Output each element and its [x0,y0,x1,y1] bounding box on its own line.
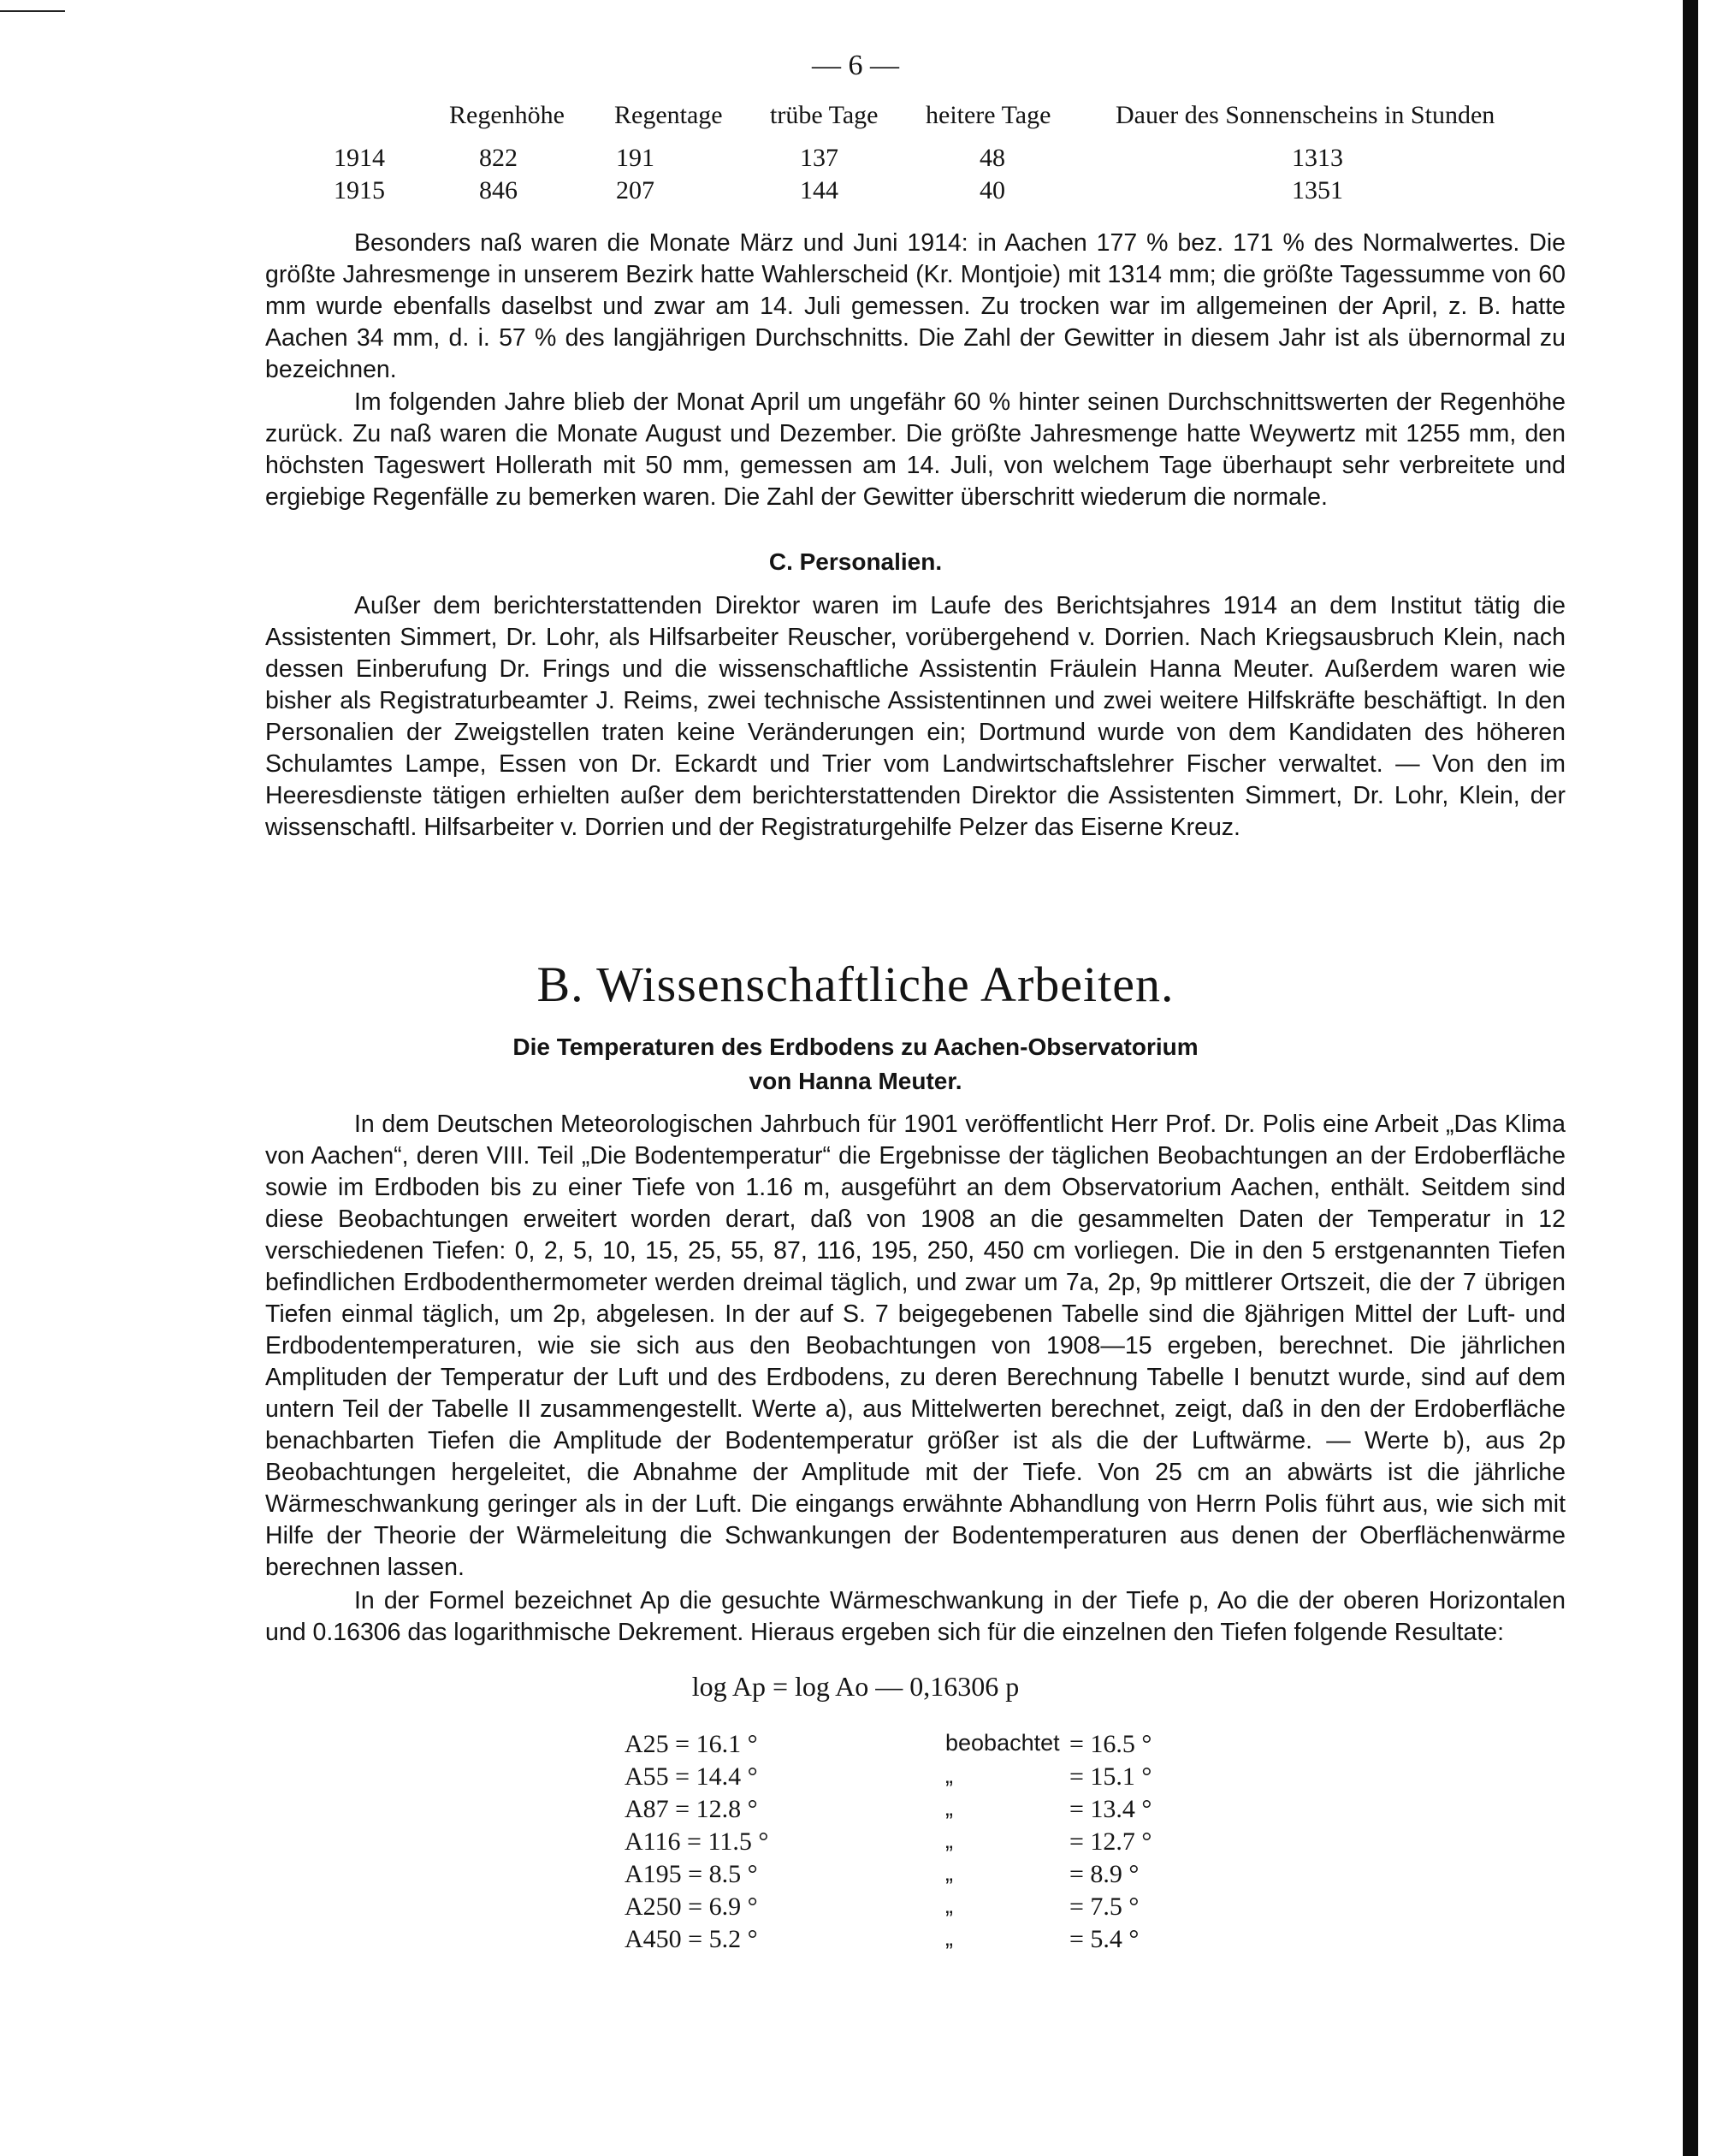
result-observed: = 7.5 ° [1069,1892,1140,1921]
paragraph-formel: In der Formel bezeichnet Ap die gesuchte Wärmeschwankung in der Tiefe p, Ao die der oberen Horizontalen und 0.16306 das logarithmische Dekrement. Hieraus ergeben sich für die einzelnen den Tiefen folgende Resultate: [265,1587,1566,1646]
result-observed-label: beobachtet [945,1730,1060,1756]
heading-section-b: B. Wissenschaftliche Arbeiten. [536,957,1175,1012]
top-left-rule [0,10,65,12]
article-author: von Hanna Meuter. [749,1068,962,1094]
page-number: — 6 — [812,50,899,81]
table-row [257,176,1574,210]
result-observed: = 16.5 ° [1069,1730,1152,1758]
result-observed: = 13.4 ° [1069,1795,1152,1823]
table-cell: 207 [616,176,654,204]
result-computed: A250 = 6.9 ° [625,1892,758,1921]
result-row [625,1730,1223,1762]
result-row [625,1860,1223,1892]
table-cell: 48 [980,144,1005,172]
table-cell: 137 [800,144,838,172]
result-computed: A195 = 8.5 ° [625,1860,758,1888]
paragraph-personalien: Außer dem berichterstattenden Direktor waren im Laufe des Berichtsjahres 1914 an dem Institut tätig die Assistenten Simmert, Dr. Lohr, als Hilfsarbeiter Reuscher, vorübergehend v. Dorrien. Nach Kriegsausbruch Klein, nach dessen Einberufung Dr. Frings und die wissenschaftliche Assistentin Fräulein Hanna Meuter. Außerdem waren wie bisher als Registraturbeamter J. Reims, zwei technische Assistentinnen und zwei weitere Hilfskräfte beschäftigt. In den Personalien der Zweigstellen traten keine Veränderungen ein; Dortmund wurde von dem Kandidaten des höheren Schulamtes Lampe, Essen von Dr. Eckardt und Trier vom Landwirtschaftslehrer Fischer verwaltet. — Von den im Heeresdienste tätigen erhielten außer dem berichterstattenden Direktor die Assistenten Simmert, Dr. Lohr, Klein, der wissenschaftl. Hilfsarbeiter v. Dorrien und der Registraturgehilfe Pelzer das Eiserne Kreuz. [265,592,1566,841]
result-observed-label: „ [945,1762,953,1788]
paragraph-bodentemperatur: In dem Deutschen Meteorologischen Jahrbuch für 1901 veröffentlicht Herr Prof. Dr. Polis eine Arbeit „Das Klima von Aachen“, deren VIII. Teil „Die Bodentemperatur“ die Ergebnisse der täglichen Beobachtungen an der Erdoberfläche sowie im Erdboden bis zu einer Tiefe von 1.16 m, ausgeführt an dem Observatorium Aachen, enthält. Seitdem sind diese Beobachtungen erweitert worden derart, daß von 1908 an die gesammelten Daten der Temperatur in 12 verschiedenen Tiefen: 0, 2, 5, 10, 15, 25, 55, 87, 116, 195, 250, 450 cm vorliegen. Die in den 5 erstgenannten Tiefen befindlichen Erdbodenthermometer werden dreimal täglich, und zwar um 7a, 2p, 9p mittlerer Ortszeit, die der 7 übrigen Tiefen einmal täglich, um 2p, abgelesen. In der auf S. 7 beigegebenen Tabelle sind die 8jährigen Mittel der Luft- und Erdbodentemperaturen, wie sie sich aus den Beobachtungen von 1908—15 ergeben, berechnet. Die jährlichen Amplituden der Temperatur der Luft und des Erdbodens, zu deren Berechnung Tabelle I benutzt wurde, sind auf dem untern Teil der Tabelle II zusammengestellt. Werte a), aus Mittelwerten berechnet, zeigt, daß in den der Erdoberfläche benachbarten Tiefen die Amplitude der Bodentemperatur größer ist als die der Luftwärme. — Werte b), aus 2p Beobachtungen hergeleitet, die Abnahme der Amplitude mit der Tiefe. Von 25 cm an abwärts ist die jährliche Wärmeschwankung geringer als in der Luft. Die eingangs erwähnte Abhandlung von Herrn Polis führt aus, wie sich mit Hilfe der Theorie der Wärmeleitung die Schwankungen der Bodentemperaturen aus denen der Oberflächenwärme berechnen lassen. [265,1111,1566,1581]
row-year: 1915 [334,176,385,204]
table-cell: 191 [616,144,654,172]
result-row [625,1795,1223,1827]
header-sonnenschein: Dauer des Sonnenscheins in Stunden [1116,101,1495,129]
result-observed-label: „ [945,1795,953,1821]
result-computed: A55 = 14.4 ° [625,1762,758,1791]
weather-table-header [257,101,1574,135]
table-cell: 144 [800,176,838,204]
result-row [625,1925,1223,1958]
result-computed: A87 = 12.8 ° [625,1795,758,1823]
result-observed-label: „ [945,1925,953,1951]
article-title: Die Temperaturen des Erdbodens zu Aachen-Observatorium [512,1034,1199,1060]
header-regenhoehe: Regenhöhe [449,101,565,129]
result-observed-label: „ [945,1860,953,1886]
result-computed: A450 = 5.2 ° [625,1925,758,1953]
result-observed: = 5.4 ° [1069,1925,1140,1953]
header-truebe-tage: trübe Tage [770,101,879,129]
header-heitere-tage: heitere Tage [926,101,1051,129]
header-regentage: Regentage [614,101,723,129]
table-cell: 1313 [1292,144,1343,172]
result-computed: A25 = 16.1 ° [625,1730,758,1758]
result-row [625,1892,1223,1925]
heading-personalien: C. Personalien. [768,548,943,575]
table-cell: 822 [479,144,518,172]
paragraph-rain-1914: Besonders naß waren die Monate März und Juni 1914: in Aachen 177 % bez. 171 % des Normalwertes. Die größte Jahresmenge in unserem Bezirk hatte Wahlerscheid (Kr. Montjoie) mit 1314 mm; die größte Tagessumme von 60 mm wurde ebenfalls daselbst und zwar am 14. Juli gemessen. Zu trocken war im allgemeinen der April, z. B. hatte Aachen 34 mm, d. i. 57 % des langjährigen Durchschnitts. Die Zahl der Gewitter in diesem Jahr ist als übernormal zu bezeichnen. [265,229,1566,383]
table-row [257,144,1574,178]
row-year: 1914 [334,144,385,172]
table-cell: 40 [980,176,1005,204]
result-observed: = 8.9 ° [1069,1860,1140,1888]
result-row [625,1762,1223,1795]
table-cell: 846 [479,176,518,204]
result-observed: = 15.1 ° [1069,1762,1152,1791]
result-row [625,1827,1223,1860]
result-computed: A116 = 11.5 ° [625,1827,769,1856]
paragraph-rain-1915: Im folgenden Jahre blieb der Monat April um ungefähr 60 % hinter seinen Durchschnittswerten der Regenhöhe zurück. Zu naß waren die Monate August und Dezember. Die größte Jahresmenge hatte Weywertz mit 1255 mm, den höchsten Tageswert Hollerath mit 50 mm, gemessen am 14. Juli, von welchem Tage überhaupt sehr verbreitete und ergiebige Regenfälle zu bemerken waren. Die Zahl der Gewitter überschritt wiederum die normale. [265,388,1566,511]
result-observed-label: „ [945,1827,953,1853]
result-observed-label: „ [945,1892,953,1918]
formula: log Ap = log Ao — 0,16306 p [691,1671,1020,1702]
result-observed: = 12.7 ° [1069,1827,1152,1856]
table-cell: 1351 [1292,176,1343,204]
